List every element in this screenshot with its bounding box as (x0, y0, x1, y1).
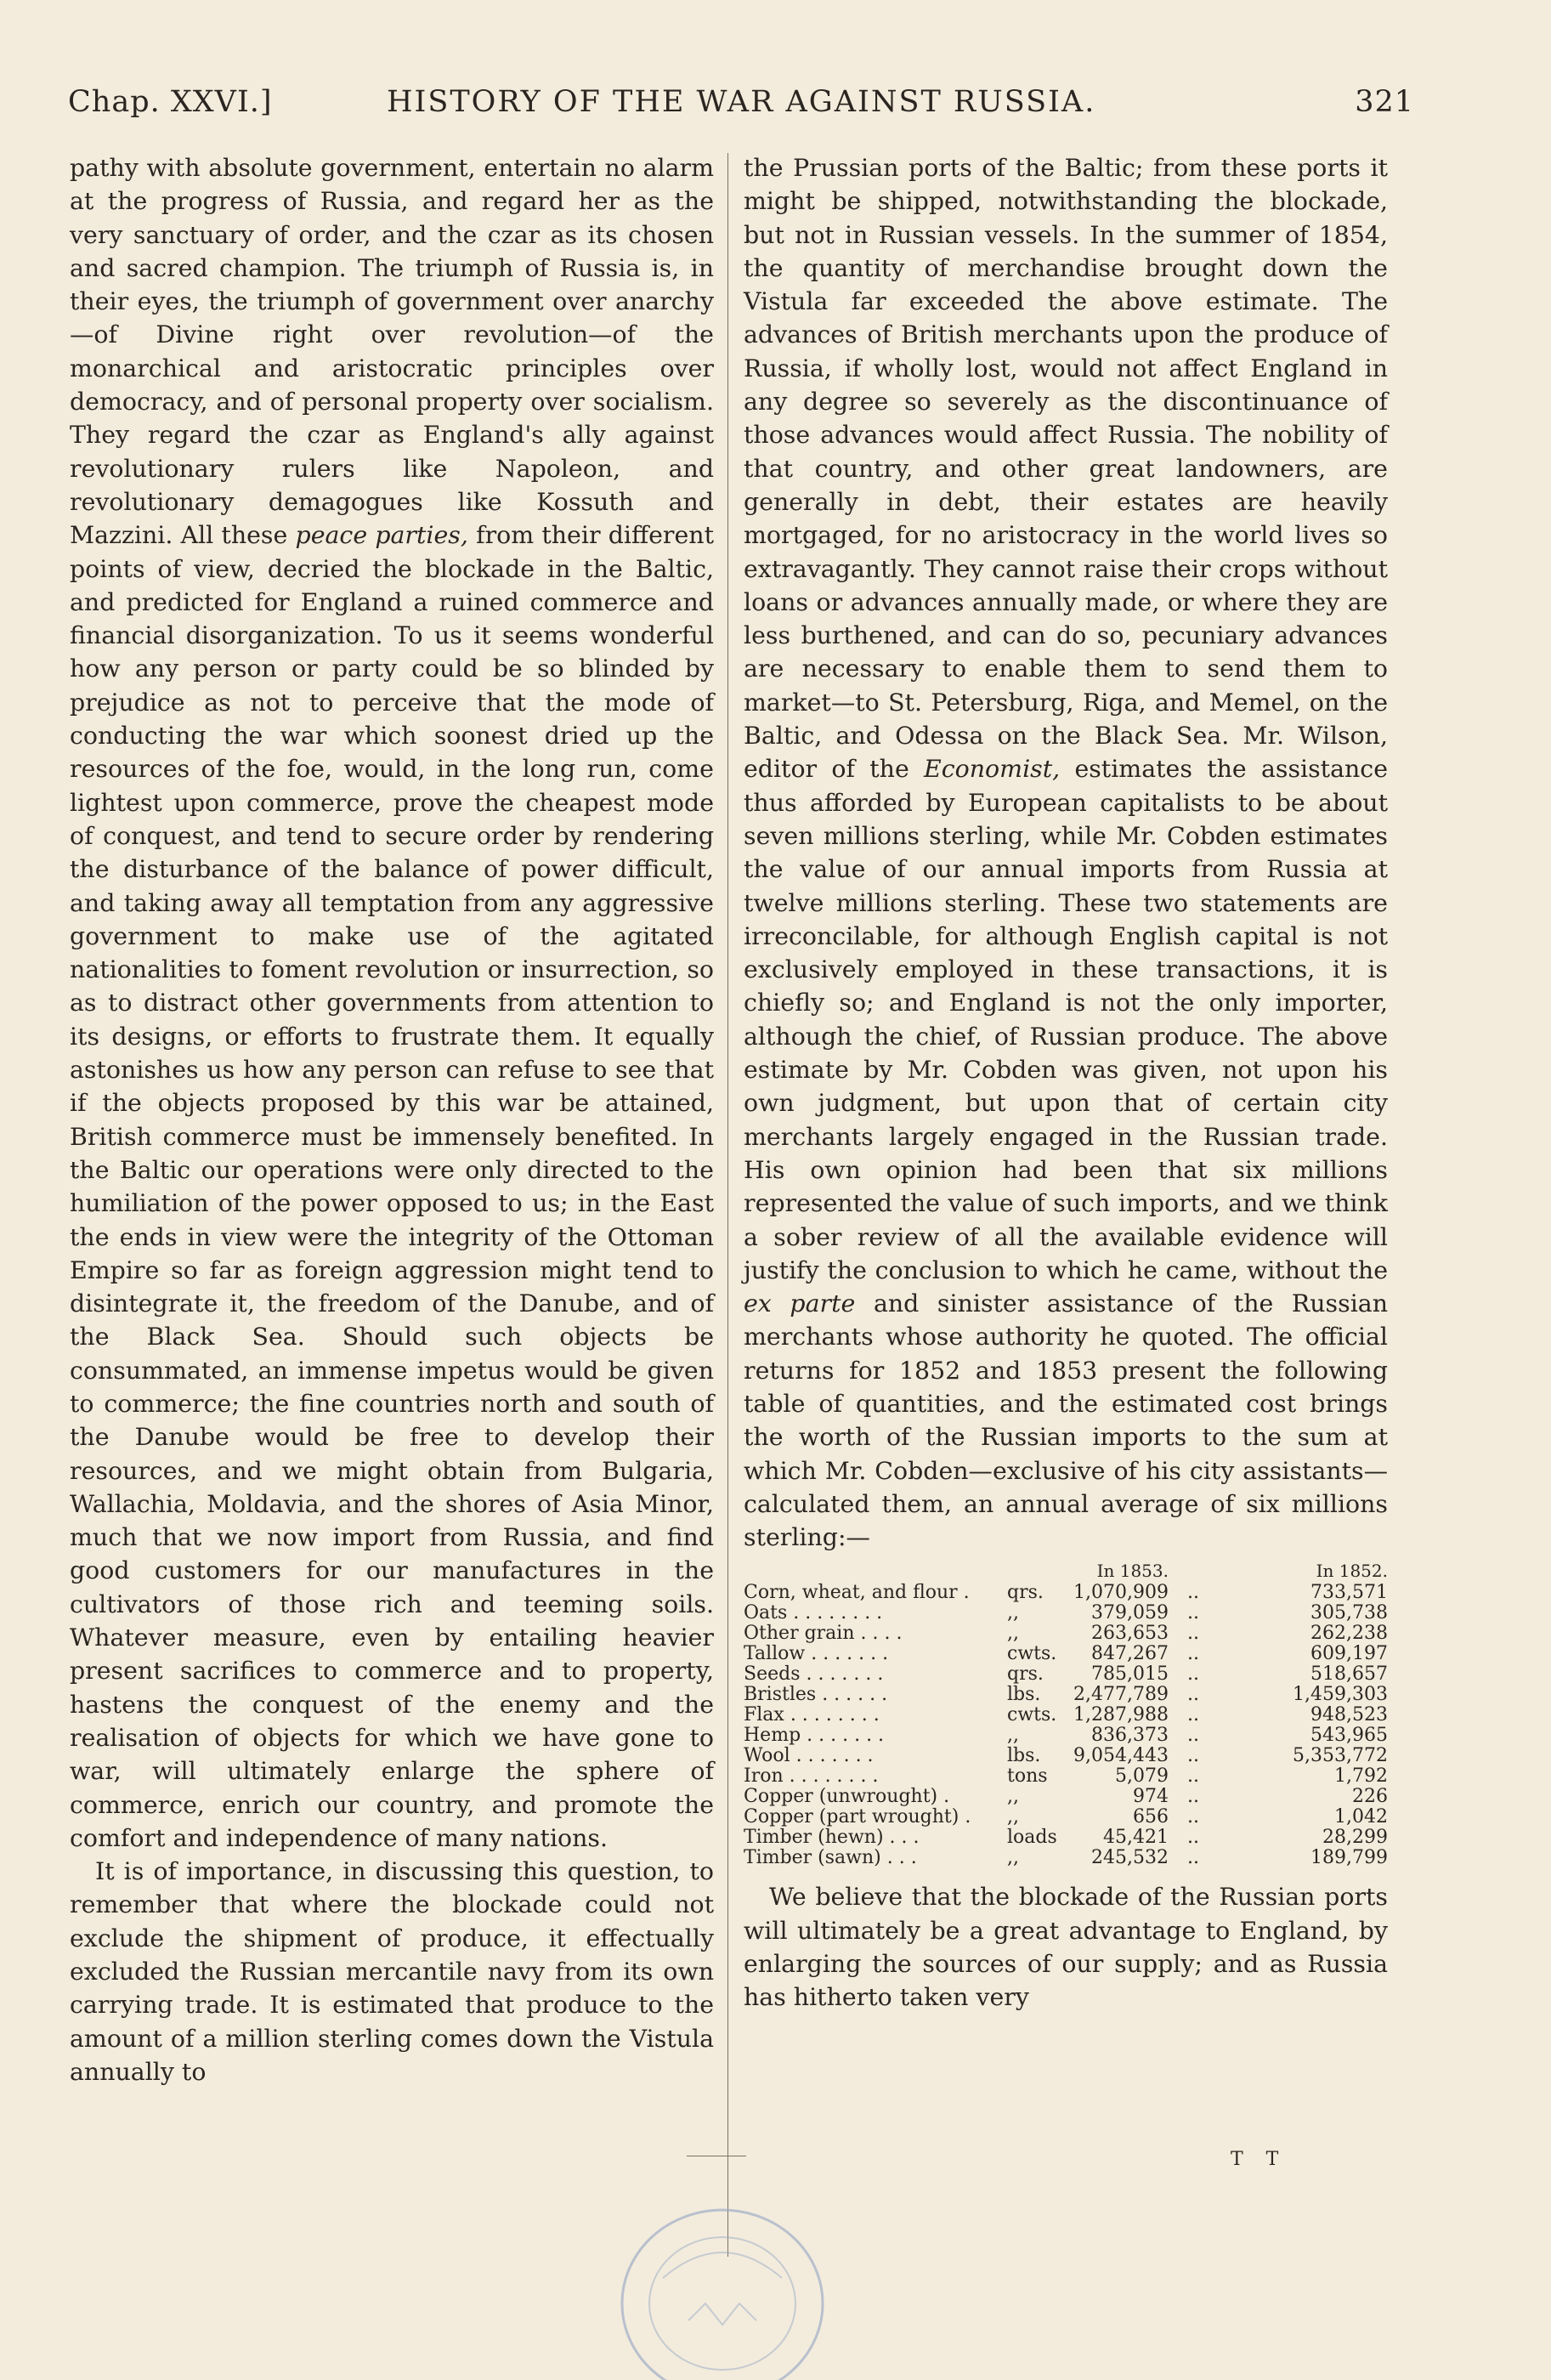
table-sep-cell: .. (1187, 1786, 1199, 1808)
right-paragraph-2: We believe that the blockade of the Russian ports will ultimately be a great advantage to England, by enlarging the sources of our supply; and as Russia has hitherto taken very (744, 1883, 1388, 2012)
table-sep-cell: .. (1187, 1582, 1199, 1604)
table-row (744, 1705, 1388, 1726)
table-1852-cell: 189,799 (1310, 1847, 1388, 1869)
table-1852-cell: 28,299 (1322, 1827, 1388, 1849)
table-row (744, 1664, 1388, 1685)
table-row (744, 1624, 1388, 1644)
table-unit-cell: qrs. (1007, 1582, 1044, 1604)
table-1853-cell: 2,477,789 (1073, 1684, 1169, 1706)
column-divider (727, 153, 728, 2257)
table-unit-cell: ,, (1007, 1725, 1019, 1747)
table-unit-cell: cwts. (1007, 1643, 1057, 1665)
table-sep-cell: .. (1187, 1806, 1199, 1828)
table-sep-cell: .. (1187, 1643, 1199, 1665)
table-unit-cell: ,, (1007, 1786, 1019, 1808)
left-paragraph-1 (70, 151, 714, 1855)
right-p1a: the Prussian ports of the Baltic; from these ports it might be shipped, notwithstanding the blockade, but not in Russian vessels. In the summer of 1854, the quantity of merchandise brought down the Vistula far exceeded the above estimate. The advances of British merchants upon the produce of Russia, if wholly lost, would not affect England in any degree so severely as the discontinuance of those advances would affect Russia. The nobility of that country, and other great landowners, are generally in debt, their estates are heavily mortgaged, for no aristocracy in the world lives so extravagantly. They cannot raise their crops without loans or advances annually made, or where they are less burthened, and can do so, pecuniary advances are necessary to enable them to send them to market—to St. Petersburg, Riga, and Memel, on the Baltic, and Odessa on the Black Sea. Mr. Wilson, editor of the (744, 154, 1388, 784)
table-unit-cell: lbs. (1007, 1745, 1041, 1767)
imports-table-body (744, 1583, 1388, 1868)
table-1853-cell: 656 (1133, 1806, 1169, 1828)
imports-table (744, 1561, 1388, 1868)
table-item-cell: Timber (hewn) . . . (744, 1827, 920, 1849)
table-row (744, 1583, 1388, 1603)
table-sep-cell: .. (1187, 1725, 1199, 1747)
table-1852-cell: 1,459,303 (1293, 1684, 1388, 1706)
right-paragraph-1 (744, 151, 1388, 1554)
right-p1c: and sinister assistance of the Russian merchants whose authority he quoted. The official returns for 1852 and 1853 present the following table of quantities, and the estimated cost brings the worth of the Russian imports to the sum at which Mr. Cobden—exclusive of his city assistants—calculated them, an annual average of six millions sterling:— (744, 1289, 1388, 1552)
left-column (70, 151, 714, 2088)
table-sep-cell: .. (1187, 1765, 1199, 1788)
table-1853-cell: 45,421 (1103, 1827, 1169, 1849)
table-1852-cell: 305,738 (1310, 1602, 1388, 1624)
table-item-cell: Corn, wheat, and flour . (744, 1582, 970, 1604)
running-header (68, 85, 1414, 128)
table-1852-cell: 733,571 (1310, 1582, 1388, 1604)
table-unit-cell: cwts. (1007, 1704, 1057, 1726)
table-row (744, 1807, 1388, 1828)
table-1852-cell: 1,042 (1334, 1806, 1388, 1828)
table-1853-cell: 974 (1133, 1786, 1169, 1808)
table-unit-cell: lbs. (1007, 1684, 1041, 1706)
table-1852-cell: 609,197 (1310, 1643, 1388, 1665)
table-sep-cell: .. (1187, 1623, 1199, 1645)
table-unit-cell: tons (1007, 1765, 1048, 1788)
table-sep-cell: .. (1187, 1745, 1199, 1767)
right-p1-italic-2: ex parte (744, 1289, 856, 1318)
page-number: 321 (1355, 85, 1414, 119)
table-item-cell: Hemp . . . . . . . (744, 1725, 885, 1747)
table-row (744, 1644, 1388, 1664)
table-unit-cell: ,, (1007, 1806, 1019, 1828)
table-row (744, 1746, 1388, 1766)
table-row (744, 1766, 1388, 1787)
left-p1-italic: peace parties, (295, 521, 468, 550)
table-1853-cell: 847,267 (1091, 1643, 1169, 1665)
table-1852-cell: 948,523 (1310, 1704, 1388, 1726)
left-paragraph-2: It is of importance, in discussing this question, to remember that where the blockade could not exclude the shipment of produce, it effectually excluded the Russian mercantile navy from its own carrying trade. It is estimated that produce to the amount of a million sterling comes down the Vistula annually to (70, 1857, 714, 2086)
table-1853-cell: 245,532 (1091, 1847, 1169, 1869)
col-1852-header: In 1852. (1316, 1561, 1388, 1582)
table-item-cell: Copper (part wrought) . (744, 1806, 971, 1828)
table-1853-cell: 836,373 (1091, 1725, 1169, 1747)
table-item-cell: Wool . . . . . . . (744, 1745, 874, 1767)
table-1852-cell: 226 (1352, 1786, 1388, 1808)
table-sep-cell: .. (1187, 1663, 1199, 1686)
page-title: HISTORY OF THE WAR AGAINST RUSSIA. (387, 85, 1096, 119)
table-item-cell: Timber (sawn) . . . (744, 1847, 917, 1869)
table-item-cell: Copper (unwrought) . (744, 1786, 950, 1808)
table-unit-cell: qrs. (1007, 1663, 1044, 1686)
table-unit-cell: loads (1007, 1827, 1057, 1849)
table-unit-cell: ,, (1007, 1623, 1019, 1645)
table-1853-cell: 263,653 (1091, 1623, 1169, 1645)
table-sep-cell: .. (1187, 1847, 1199, 1869)
table-sep-cell: .. (1187, 1704, 1199, 1726)
table-item-cell: Tallow . . . . . . . (744, 1643, 889, 1665)
table-item-cell: Iron . . . . . . . . (744, 1765, 879, 1788)
table-unit-cell: ,, (1007, 1847, 1019, 1869)
table-1853-cell: 5,079 (1115, 1765, 1169, 1788)
table-row (744, 1848, 1388, 1868)
table-1853-cell: 1,287,988 (1073, 1704, 1169, 1726)
table-sep-cell: .. (1187, 1684, 1199, 1706)
table-1853-cell: 785,015 (1091, 1663, 1169, 1686)
table-1853-cell: 1,070,909 (1073, 1582, 1169, 1604)
left-p1-text: pathy with absolute government, entertain no alarm at the progress of Russia, and regard her as the very sanctuary of order, and the czar as its chosen and sacred champion. The triumph of Russia is, in their eyes, the triumph of government over anarchy—of Divine right over revolution—of the monarchical and aristocratic principles over democracy, and of personal property over socialism. They regard the czar as England's ally against revolutionary rulers like Napoleon, and revolutionary demagogues like Kossuth and Mazzini. All these (70, 154, 714, 550)
table-item-cell: Oats . . . . . . . . (744, 1602, 883, 1624)
table-1852-cell: 518,657 (1310, 1663, 1388, 1686)
table-item-cell: Flax . . . . . . . . (744, 1704, 880, 1726)
signature-mark: T T (1231, 2149, 1288, 2170)
table-sep-cell: .. (1187, 1827, 1199, 1849)
table-item-cell: Bristles . . . . . . (744, 1684, 888, 1706)
table-row (744, 1828, 1388, 1848)
table-row (744, 1603, 1388, 1624)
table-item-cell: Other grain . . . . (744, 1623, 903, 1645)
left-p1-cont: from their different points of view, decried the blockade in the Baltic, and predicted for England a ruined commerce and financial disorganization. To us it seems wonderful how any person or party could be so blinded by prejudice as not to perceive that the mode of conducting the war which soonest dried up the resources of the foe, would, in the long run, come lightest upon commerce, prove the cheapest mode of conquest, and tend to secure order by rendering the disturbance of the balance of power difficult, and taking away all temptation from any aggressive government to make use of the agitated nationalities to foment revolution or insurrection, so as to distract other governments from attention to its designs, or efforts to frustrate them. It equally astonishes us how any person can refuse to see that if the objects proposed by this war be attained, British commerce must be immensely benefited. In the Baltic our operations were only directed to the humiliation of the power opposed to us; in the East the ends in view were the integrity of the Ottoman Empire so far as foreign aggression might tend to disintegrate it, the freedom of the Danube, and of the Black Sea. Should such objects be consummated, an immense impetus would be given to commerce; the fine countries north and south of the Danube would be free to develop their resources, and we might obtain from Bulgaria, Wallachia, Moldavia, and the shores of Asia Minor, much that we now import from Russia, and find good customers for our manufactures in the cultivators of those rich and teeming soils. Whatever measure, even by entailing heavier present sacrifices to commerce and to property, hastens the conquest of the enemy and the realisation of objects for which we have gone to war, will ultimately enlarge the sphere of commerce, enrich our country, and promote the comfort and independence of many nations. (70, 521, 714, 1852)
table-1852-cell: 1,792 (1334, 1765, 1388, 1788)
table-row (744, 1787, 1388, 1807)
table-unit-cell: ,, (1007, 1602, 1019, 1624)
table-1852-cell: 543,965 (1310, 1725, 1388, 1747)
table-1852-cell: 5,353,772 (1293, 1745, 1388, 1767)
table-sep-cell: .. (1187, 1602, 1199, 1624)
table-row (744, 1726, 1388, 1746)
table-item-cell: Seeds . . . . . . . (744, 1663, 884, 1686)
table-1853-cell: 379,059 (1091, 1602, 1169, 1624)
right-p1b: estimates the assistance thus afforded by European capitalists to be about seven millions sterling, while Mr. Cobden estimates the value of our annual imports from Russia at twelve millions sterling. These two statements are irreconcilable, for although English capital is not exclusively employed in these transactions, it is chiefly so; and England is not the only importer, although the chief, of Russian produce. The above estimate by Mr. Cobden was given, not upon his own judgment, but upon that of certain city merchants largely engaged in the Russian trade. His own opinion had been that six millions represented the value of such imports, and we think a sober review of all the available evidence will justify the conclusion to which he came, without the (744, 755, 1388, 1284)
table-1853-cell: 9,054,443 (1073, 1745, 1169, 1767)
library-stamp-icon (595, 2176, 850, 2380)
chapter-label: Chap. XXVI.] (68, 85, 273, 119)
table-1852-cell: 262,238 (1310, 1623, 1388, 1645)
col-1853-header: In 1853. (1096, 1561, 1169, 1582)
right-column (744, 151, 1388, 2014)
table-row (744, 1685, 1388, 1705)
right-p1-italic-1: Economist, (924, 755, 1061, 784)
imports-table-header (744, 1561, 1388, 1583)
